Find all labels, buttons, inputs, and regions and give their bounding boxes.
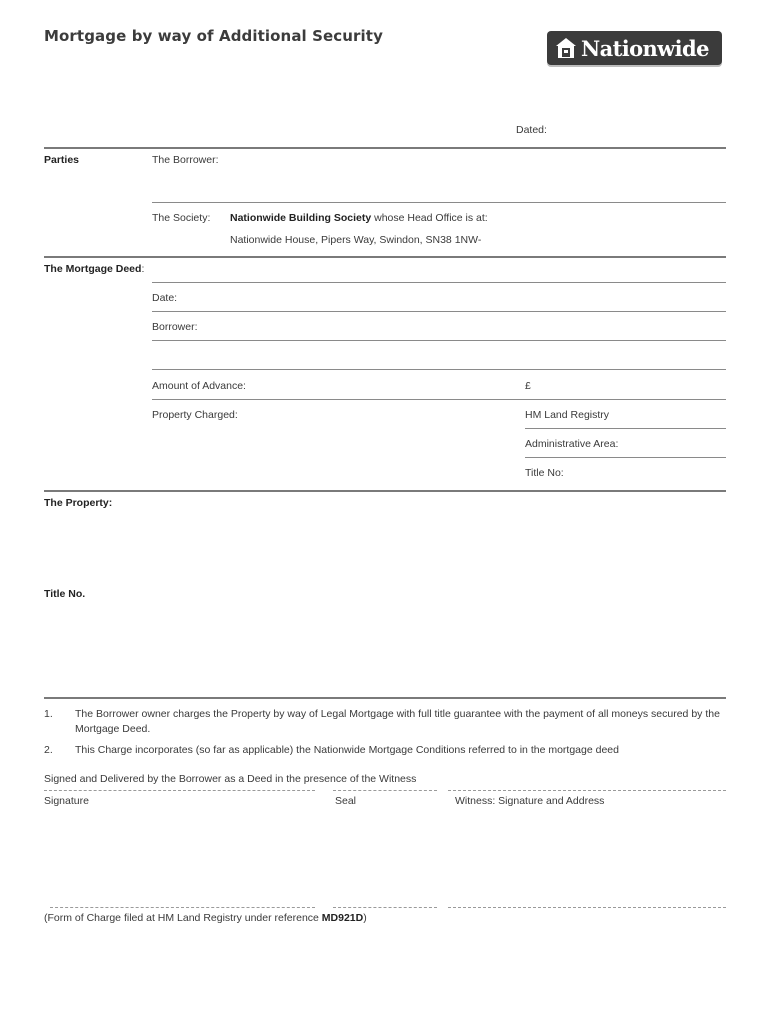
page-title: Mortgage by way of Additional Security <box>44 27 383 45</box>
borrower-label: The Borrower: <box>152 154 219 166</box>
divider <box>152 202 726 203</box>
clause-number: 2. <box>44 744 53 756</box>
footer-note: (Form of Charge filed at HM Land Registry under reference MD921D) <box>44 912 367 924</box>
clause-text: The Borrower owner charges the Property by way of Legal Mortgage with full title guarantee with the payment of all moneys secured by the Mortgage Deed. <box>75 708 720 735</box>
title-no-label: Title No: <box>525 467 564 479</box>
parties-heading: Parties <box>44 154 80 166</box>
society-name: Nationwide Building Society <box>230 212 372 224</box>
divider <box>152 282 726 283</box>
divider <box>152 340 726 341</box>
signature-line <box>44 790 315 791</box>
house-icon <box>555 36 577 60</box>
seal-line <box>333 907 437 908</box>
seal-line <box>333 790 437 791</box>
divider <box>152 311 726 312</box>
divider <box>152 399 726 400</box>
divider <box>152 369 726 370</box>
form-reference: MD921D <box>321 912 364 924</box>
witness-line <box>448 907 726 908</box>
divider <box>44 147 726 149</box>
clause-text: This Charge incorporates (so far as applicable) the Nationwide Mortgage Conditions referred to in the mortgage deed <box>75 744 619 756</box>
nationwide-logo <box>547 31 722 65</box>
society-address: Nationwide House, Pipers Way, Swindon, SN38 1NW- <box>230 234 482 246</box>
deed-borrower-label: Borrower: <box>152 321 198 333</box>
property-charged-label: Property Charged: <box>152 409 238 421</box>
property-heading: The Property: <box>44 497 113 509</box>
mortgage-deed-heading: The Mortgage Deed: <box>44 263 145 275</box>
divider <box>525 457 726 458</box>
divider <box>44 490 726 492</box>
clause-number: 1. <box>44 708 53 720</box>
currency-symbol: £ <box>525 380 531 392</box>
divider <box>525 428 726 429</box>
signing-statement: Signed and Delivered by the Borrower as a Deed in the presence of the Witness <box>44 773 417 785</box>
divider <box>44 256 726 258</box>
signature-label: Signature <box>44 795 89 807</box>
logo-text: Nationwide <box>581 35 709 61</box>
date-label: Date: <box>152 292 178 304</box>
witness-line <box>448 790 726 791</box>
seal-label: Seal <box>335 795 357 807</box>
advance-label: Amount of Advance: <box>152 380 246 392</box>
society-details <box>230 212 488 224</box>
title-no-heading: Title No. <box>44 588 86 600</box>
dated-label: Dated: <box>516 124 547 136</box>
society-label: The Society: <box>152 212 211 224</box>
divider <box>44 697 726 699</box>
admin-area-label: Administrative Area: <box>525 438 619 450</box>
signature-line <box>50 907 315 908</box>
witness-label: Witness: Signature and Address <box>455 795 605 807</box>
land-registry-label: HM Land Registry <box>525 409 610 421</box>
society-suffix: whose Head Office is at: <box>374 212 488 224</box>
